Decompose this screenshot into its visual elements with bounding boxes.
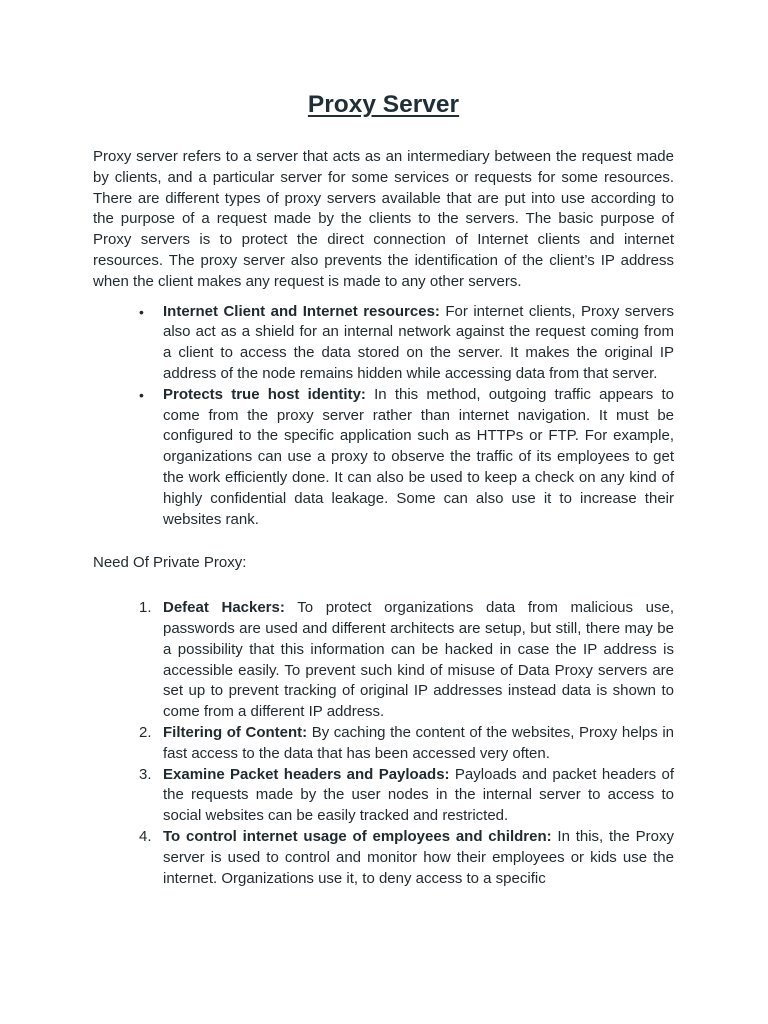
number-marker: 4.: [139, 827, 152, 845]
number-marker: 3.: [139, 765, 152, 783]
numbered-item: [139, 765, 674, 827]
numbered-text: To protect organizations data from malicious use, passwords are used and different architects are setup, but still, there may be a possibility that this information can be hacked in case the IP address is accessible easily. To prevent such kind of misuse of Data Proxy servers are set up to prevent tracking of original IP addresses instead data is shown to come from a different IP address.: [163, 599, 674, 721]
page-title: Proxy Server: [307, 91, 460, 118]
bullet-marker: •: [139, 303, 144, 320]
numbered-list: [93, 598, 674, 889]
numbered-text: By caching the content of the websites, Proxy helps in fast access to the data that has been accessed very often.: [163, 723, 674, 762]
numbered-text: In this, the Proxy server is used to control and monitor how their employees or kids use the internet. Organizations use it, to deny access to a specific: [163, 827, 674, 887]
numbered-term: Examine Packet headers and Payloads:: [163, 765, 450, 783]
numbered-term: Filtering of Content:: [163, 723, 308, 741]
section-subheading: Need Of Private Proxy:: [93, 554, 247, 572]
numbered-term: Defeat Hackers:: [163, 599, 285, 617]
numbered-item: [139, 723, 674, 765]
bullet-text: For internet clients, Proxy servers also act as a shield for an internal network against the request coming from a client to access the data stored on the server. It makes the original IP address of the node remains hidden while accessing data from that server.: [163, 302, 674, 382]
numbered-item: [139, 827, 674, 889]
intro-paragraph: Proxy server refers to a server that acts as an intermediary between the request made by clients, and a particular server for some services or requests for some resources. There are different types of proxy servers available that are put into use according to the purpose of a request made by the clients to the servers. The basic purpose of Proxy servers is to protect the direct connection of Internet clients and internet resources. The proxy server also prevents the identification of the client’s IP address when the client makes any request is made to any other servers.: [93, 148, 674, 290]
numbered-text: Payloads and packet headers of the requests made by the user nodes in the internal server to access to social websites can be easily tracked and restricted.: [163, 765, 674, 825]
bullet-item: [139, 302, 674, 385]
bullet-marker: •: [139, 386, 144, 403]
numbered-term: To control internet usage of employees and children:: [163, 827, 552, 845]
number-marker: 1.: [139, 599, 152, 617]
bullet-text: In this method, outgoing traffic appears to come from the proxy server rather than internet navigation. It must be configured to the specific application such as HTTPs or FTP. For example, organizations can use a proxy to observe the traffic of its employees to get the work efficiently done. It can also be used to keep a check on any kind of highly confidential data leakage. Some can also use it to increase their websites rank.: [163, 385, 674, 528]
bullet-list: [93, 302, 674, 531]
document-page: [93, 88, 674, 889]
bullet-term: Protects true host identity:: [163, 385, 366, 403]
bullet-term: Internet Client and Internet resources:: [163, 302, 440, 320]
number-marker: 2.: [139, 723, 152, 741]
numbered-item: [139, 598, 674, 723]
bullet-item: [139, 385, 674, 531]
